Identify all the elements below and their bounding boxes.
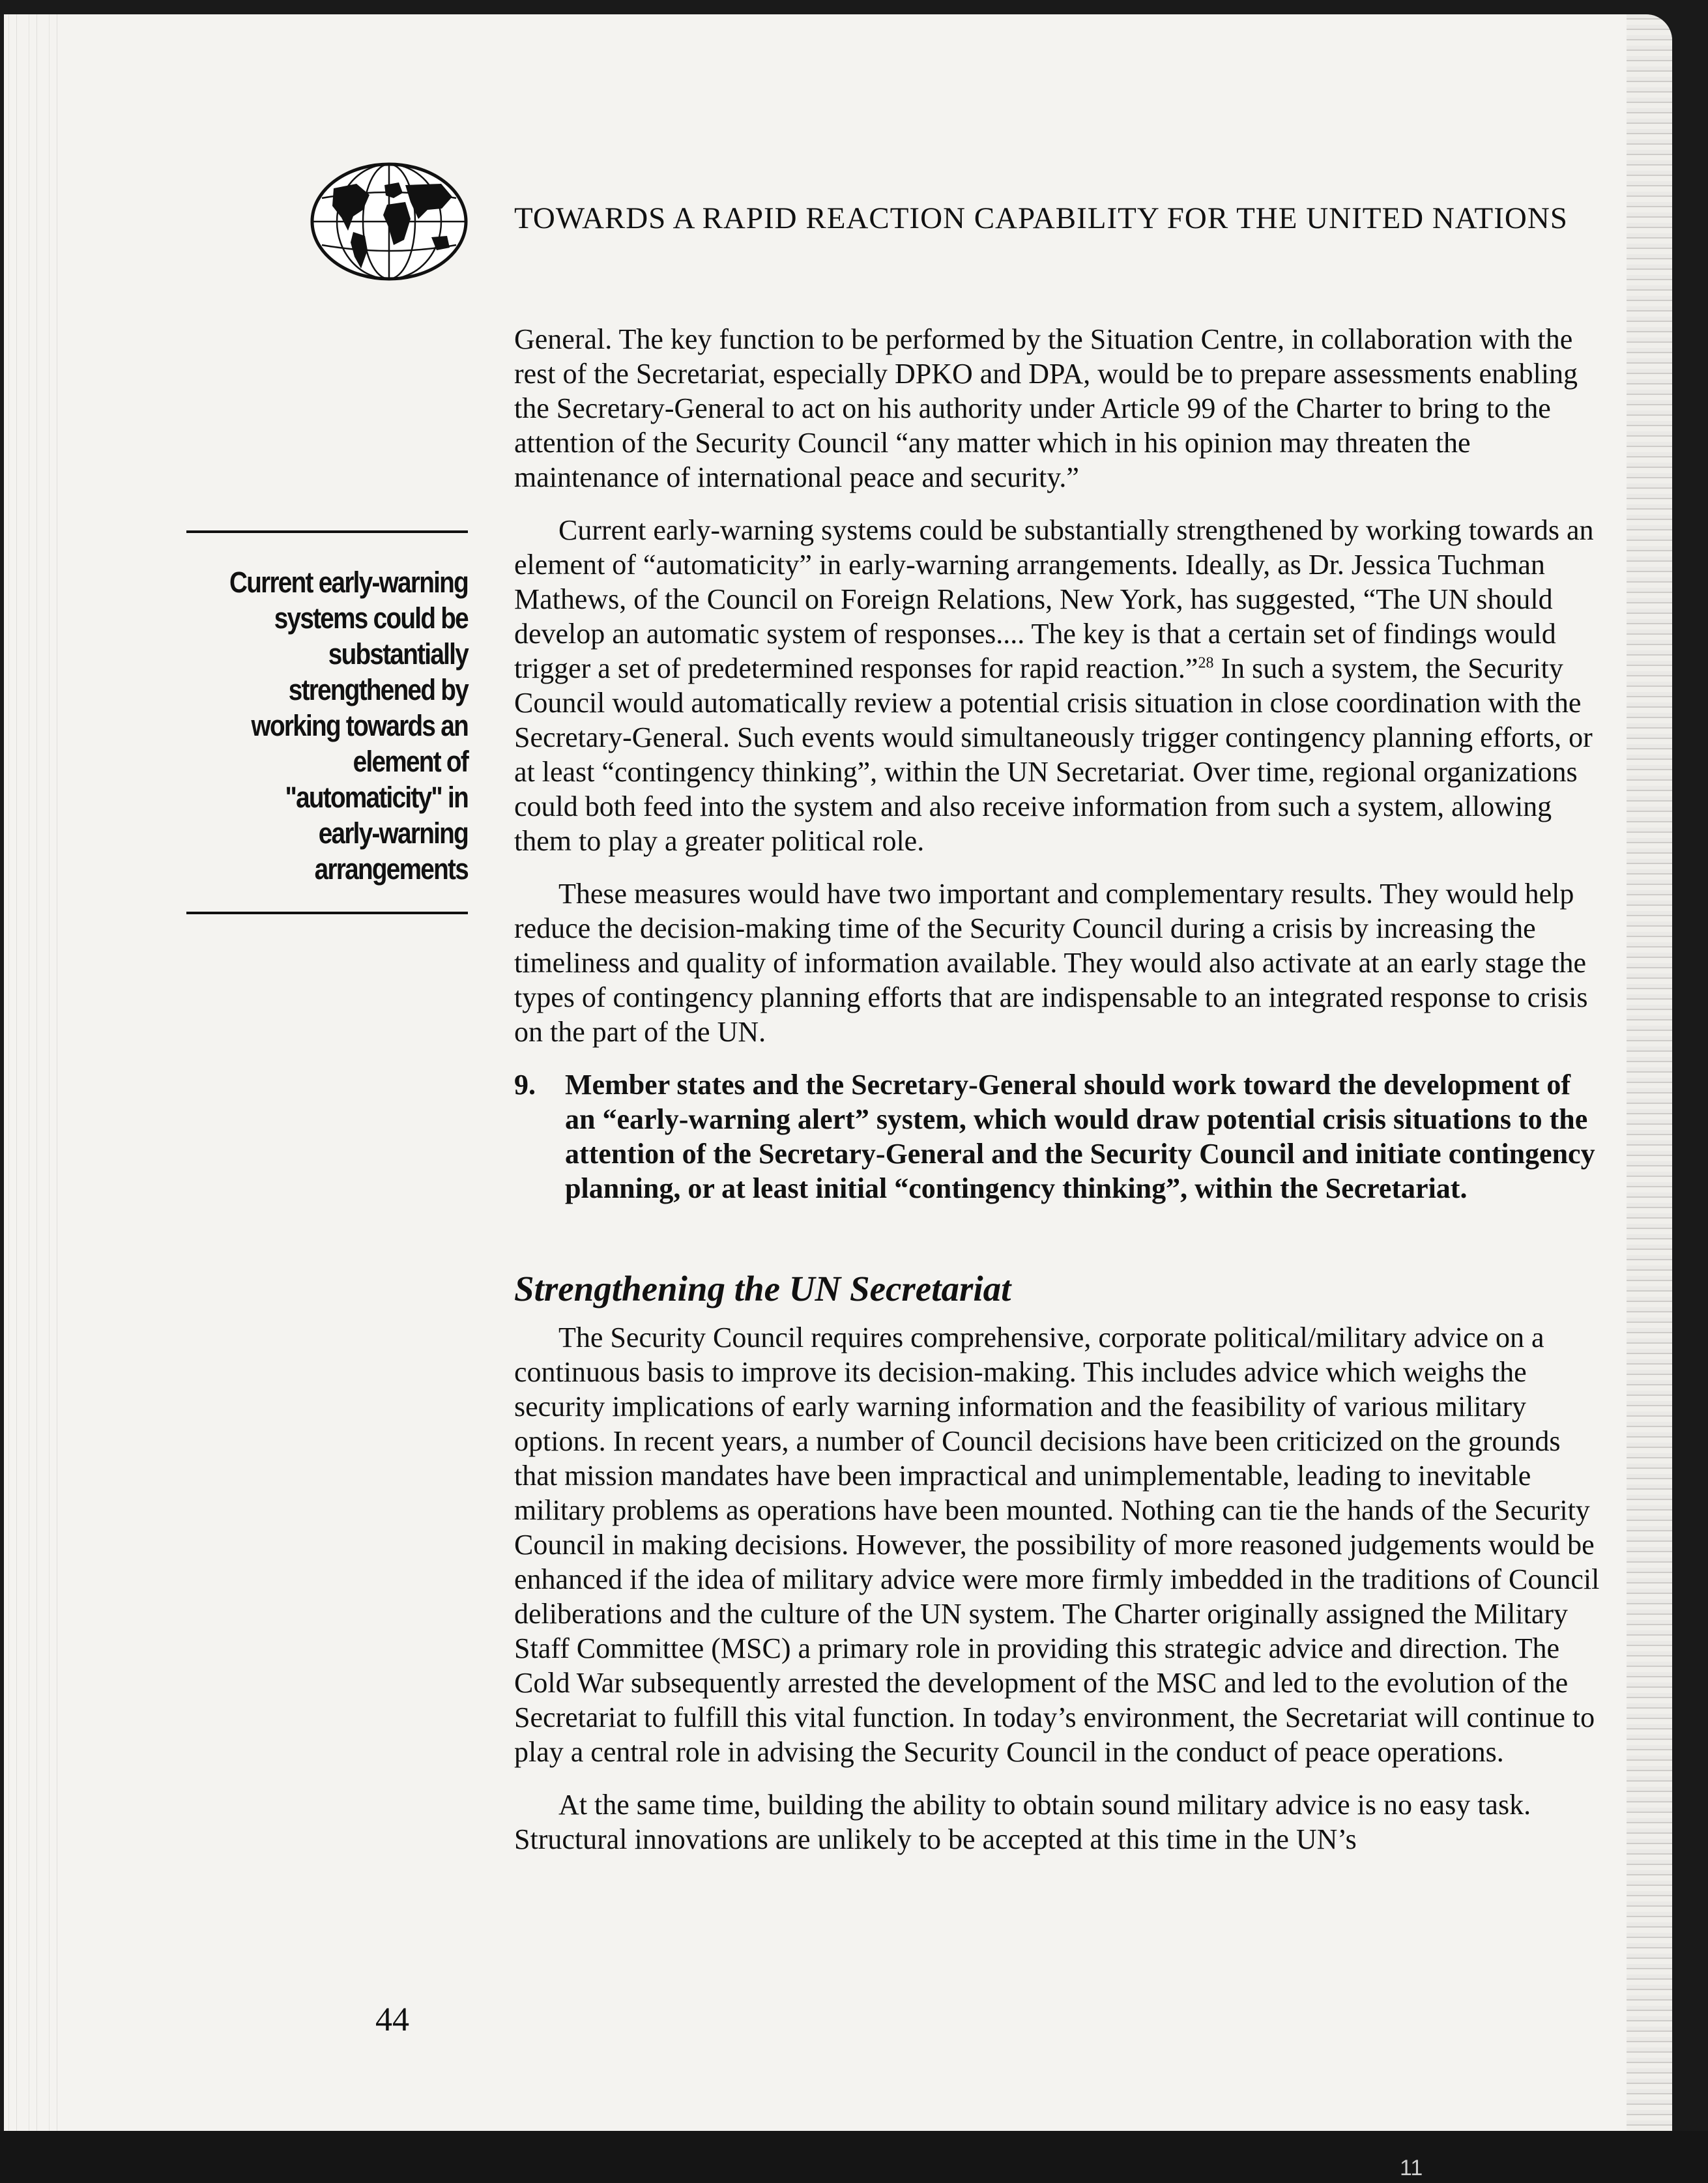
spacer [514, 1206, 1602, 1245]
recommendation [514, 1067, 1602, 1206]
paragraph: These measures would have two important and complementary results. They would help reduce the decision-making time of the Security Council during a crisis by increasing the timeliness and quality of information available. They would also activate at an early stage the types of contingency planning efforts that are indispensable to an integrated response to crisis on the part of the UN. [514, 878, 1588, 1048]
recommendation-text: Member states and the Secretary-General should work toward the development of an “early-warning alert” system, which would draw potential crisis situations to the attention of the Secretary-General and the Security Council and initiate contingency planning, or at least initial “contingency thinking”, within the Secretariat. [565, 1069, 1595, 1204]
footnote-ref: 28 [1198, 654, 1214, 672]
paragraph-text: In such a system, the Security Council would automatically review a potential crisis situation in close coordination with the Secretary-General. Such events would simultaneously trigger contingency planning efforts, or at least “contingency thinking”, within the UN Secretariat. Over time, regional organizations could both feed into the system and also receive information from such a system, allowing them to play a greater political role. [514, 652, 1593, 857]
scanned-page [4, 14, 1672, 2157]
folio-mark: 11 [1400, 2156, 1423, 2180]
page-number: 44 [375, 2001, 409, 2038]
paragraph: At the same time, building the ability to obtain sound military advice is no easy task. Structural innovations are unlikely to be accepted at this time in the UN’s [514, 1789, 1531, 1855]
pull-quote-text: Current early-warning systems could be substantially strengthened by working towards an element of "automaticity" in early-warning arrangements [229, 566, 468, 886]
paragraph [514, 513, 1602, 858]
main-column [514, 322, 1602, 1875]
running-head: TOWARDS A RAPID REACTION CAPABILITY FOR THE UNITED NATIONS [514, 201, 1568, 235]
binding-shadow [4, 14, 66, 2157]
paragraph-text: Current early-warning systems could be substantially strengthened by working towards an element of “automaticity” in early-warning arrangements. Ideally, as Dr. Jessica Tuchman Mathews, of the Council on Foreign Relations, New York, has suggested, “The UN should develop an automatic system of responses.... The key is that a certain set of findings would trigger a set of predetermined responses for rapid reaction.” [514, 514, 1594, 684]
paragraph: The Security Council requires comprehensive, corporate political/military advice on a continuous basis to improve its decision-making. This includes advice which weighs the security implications of early warning information and the feasibility of various military options. In recent years, a number of Council decisions have been criticized on the grounds that mission mandates have been impractical and unimplementable, leading to inevitable military problems as operations have been mounted. Nothing can tie the hands of the Security Council in making decisions. However, the possibility of more reasoned judgements would be enhanced if the idea of military advice were more firmly imbedded in the traditions of Council deliberations and the culture of the UN system. The Charter originally assigned the Military Staff Committee (MSC) a primary role in providing this strategic advice and direction. The Cold War subsequently arrested the development of the MSC and led to the evolution of the Secretariat to fulfill this vital function. In today’s environment, the Secretariat will continue to play a central role in advising the Security Council in the conduct of peace operations. [514, 1322, 1600, 1768]
pull-quote [186, 530, 468, 914]
globe-icon [308, 159, 470, 284]
page-edge [1627, 14, 1672, 2157]
scan-border [0, 2131, 1708, 2183]
recommendation-number: 9. [514, 1069, 536, 1101]
paragraph: General. The key function to be performed by the Situation Centre, in collaboration with the rest of the Secretariat, especially DPKO and DPA, would be to prepare assessments enabling the Secretary-General to act on his authority under Article 99 of the Charter to bring to the attention of the Security Council “any matter which in his opinion may threaten the maintenance of international peace and security.” [514, 323, 1578, 493]
section-heading: Strengthening the UN Secretariat [514, 1269, 1011, 1308]
